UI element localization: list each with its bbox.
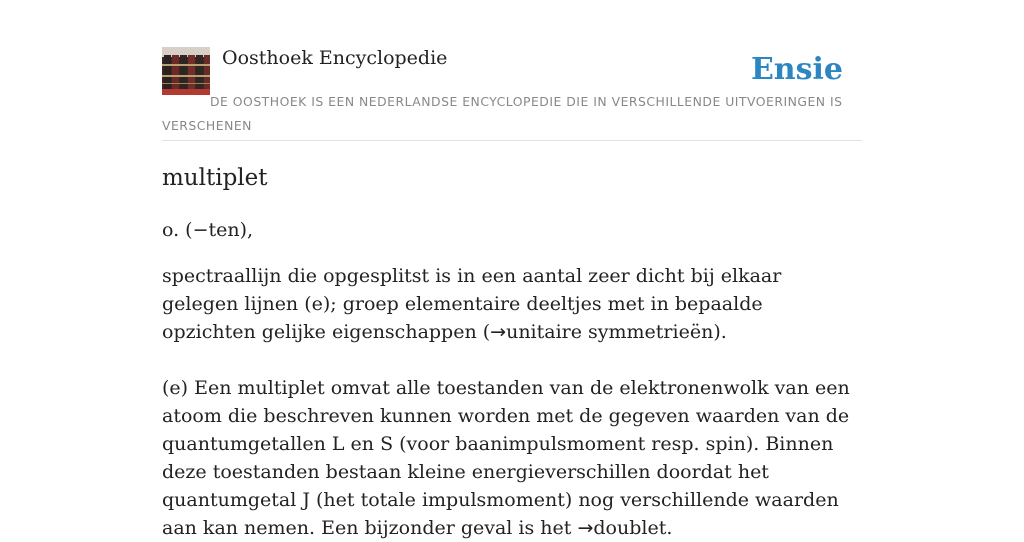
- crossref-label: unitaire symmetrieën: [506, 321, 714, 343]
- ensie-logo-link[interactable]: Ensie: [750, 52, 843, 87]
- book-spines-icon[interactable]: [162, 47, 210, 95]
- entry-title: multiplet: [162, 165, 268, 191]
- definition-part: (e) Een multiplet omvat alle toestanden van de elektronenwolk van een atoom die beschreven kunnen worden met de gegeven waarden van de quantumgetallen L en S (voor baanimpulsmoment resp. spin). Binnen deze toestanden bestaan kleine energieverschillen doordat het quantumgetal J (het totale impulsmoment) nog verschillende waarden aan kan nemen. Een bijzonder geval is het: [162, 377, 850, 539]
- arrow-right-icon: →: [490, 321, 507, 343]
- crossref-label: doublet: [593, 517, 667, 539]
- arrow-right-icon: →: [577, 517, 594, 539]
- definition-text: [162, 262, 862, 542]
- definition-part: .: [666, 517, 673, 539]
- definition-part: spectraallijn die opgesplitst is in een aantal zeer dicht bij elkaar gelegen lijnen (e); groep elementaire deeltjes met in bepaalde opzichten gelijke eigenschappen (: [162, 265, 782, 343]
- crossref-link-doublet[interactable]: [577, 517, 666, 539]
- definition-part: ).: [713, 321, 727, 343]
- site-tagline: DE OOSTHOEK IS EEN NEDERLANDSE ENCYCLOPEDIE DIE IN VERSCHILLENDE UITVOERINGEN IS VERSCHENEN: [162, 94, 843, 133]
- grammar-note: o. (−ten),: [162, 219, 254, 241]
- crossref-link-unitaire-symmetrieen[interactable]: [490, 321, 713, 343]
- site-title[interactable]: Oosthoek Encyclopedie: [222, 47, 448, 69]
- site-header: [162, 46, 862, 141]
- entry-content: [162, 160, 862, 539]
